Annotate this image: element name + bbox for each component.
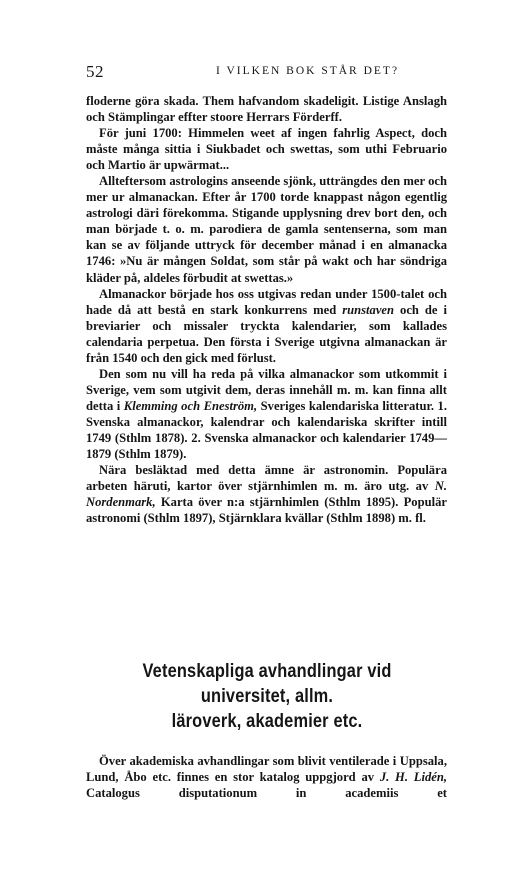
section-intro [86, 753, 447, 801]
paragraph [86, 286, 447, 366]
paragraph: För juni 1700: Himmelen weet af ingen fahrlig Aspect, doch måste många sittia i Siukbadet och swettas, som uthi Februario och Martio är upwärmat... [86, 126, 447, 173]
section-heading-line: Vetenskapliga avhandlingar vid universitet, allm. [142, 660, 392, 707]
paragraph-text: Catalogus disputationum in academiis et [86, 786, 447, 801]
paragraph-text: Almanackor började hos oss utgivas redan under 1500-talet och hade då att bestå en stark konkurrens med [86, 286, 447, 317]
body-text [86, 93, 447, 526]
section-heading-line: läroverk, akademier etc. [171, 710, 363, 732]
paragraph [86, 753, 447, 801]
page-number: 52 [86, 62, 104, 81]
italic-term: runstaven [342, 302, 395, 317]
paragraph-text: och de i breviarier och missaler tryckta kalendarier, som kallades calendaria perpetua. Den första i Sverige utgivna almanackan är från 1540 och den gick med förlust. [86, 302, 447, 365]
italic-author: J. H. Lidén, [379, 770, 448, 785]
paragraph-text: Nära besläktad med detta ämne är astronomin. Populära arbeten häruti, kartor över stjärnhimlen m. m. äro utg. av [86, 463, 447, 494]
page-header [86, 62, 446, 84]
paragraph: floderne göra skada. Them hafvandom skadeligit. Listige Anslagh och Stämplingar effter stoore Herrars Förderff. [86, 94, 447, 125]
paragraph-text: Den som nu vill ha reda på vilka almanackor som utkommit i Sverige, vem som utgivit dem, deras innehåll m. m. kan finna allt detta i [86, 366, 447, 413]
paragraph [86, 462, 447, 526]
paragraph [86, 366, 447, 462]
paragraph: Allteftersom astrologins anseende sjönk, utträngdes den mer och mer ur almanackan. Efter år 1700 torde knappast någon egentlig astrologi däri förekomma. Stigande upplysning drev bort den, och man började t. o. m. parodiera de gamla sentenserna, som man kan se av följande uttryck för december månad i en almanacka 1746: »Nu är mången Soldat, som står på wakt och har söndriga kläder på, aldeles förbudit at swettas.» [86, 174, 447, 285]
paragraph-text: Sveriges kalendariska litteratur. 1. Svenska almanackor, kalendrar och kalendariska skrifter intill 1749 (Sthlm 1878). 2. Svenska almanackor och kalendarier 1749—1879 (Sthlm 1879). [86, 398, 447, 462]
italic-author: N. Nordenmark, [86, 479, 447, 510]
section-heading [108, 659, 426, 734]
paragraph-text: Över akademiska avhandlingar som blivit ventilerade i Uppsala, Lund, Åbo etc. finnes en stor katalog uppgjord av [86, 754, 447, 785]
paragraph-text: Karta över n:a stjärnhimlen (Sthlm 1895). Populär astronomi (Sthlm 1897), Stjärnklara kvällar (Sthlm 1898) m. fl. [86, 495, 447, 526]
running-title: I VILKEN BOK STÅR DET? [216, 65, 400, 77]
italic-author: Klemming och Eneström, [123, 398, 258, 413]
